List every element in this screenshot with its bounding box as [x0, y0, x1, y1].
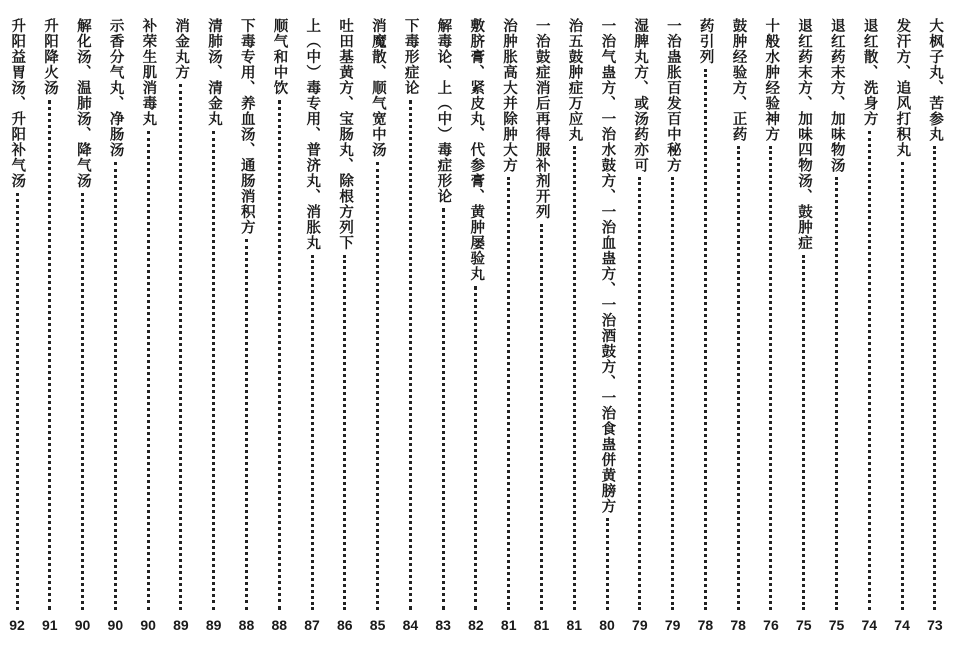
- dot-leader: [245, 239, 248, 610]
- page-number: 75: [795, 617, 812, 633]
- entry-title: 升阳降火汤: [42, 18, 60, 96]
- dot-leader: [671, 177, 674, 610]
- page-number: 84: [402, 617, 419, 633]
- entry-title: 大枫子丸、苦参丸: [927, 18, 945, 142]
- dot-leader: [278, 100, 281, 611]
- toc-entry: [332, 18, 358, 634]
- page-number: 78: [697, 617, 714, 633]
- page-number: 89: [173, 617, 189, 633]
- toc-entry: [430, 18, 456, 634]
- toc-entry: [594, 18, 620, 634]
- dot-leader: [507, 177, 510, 610]
- page-number: 78: [730, 617, 746, 633]
- toc-entry: [529, 18, 555, 634]
- dot-leader: [606, 518, 609, 610]
- dot-leader: [442, 208, 445, 610]
- entry-title: 示香分气丸、净肠汤: [107, 18, 125, 158]
- toc-entry: [4, 18, 30, 634]
- entry-title: 下毒形症论: [402, 18, 420, 96]
- page-number: 86: [337, 617, 353, 633]
- entry-title: 消金丸方: [173, 18, 191, 80]
- page-number: 88: [238, 617, 255, 633]
- page-number: 74: [894, 617, 910, 633]
- dot-leader: [376, 162, 379, 611]
- toc-entry: [201, 18, 227, 634]
- dot-leader: [933, 146, 936, 610]
- dot-leader: [802, 255, 805, 611]
- toc-entry: [233, 18, 259, 634]
- toc-entry: [365, 18, 391, 634]
- dot-leader: [704, 69, 707, 611]
- entry-title: 退红药末方、加味物汤: [828, 18, 846, 173]
- page-number: 80: [599, 617, 615, 633]
- toc-entry: [463, 18, 489, 634]
- dot-leader: [179, 84, 182, 610]
- entry-title: 发汗方、追风打积丸: [894, 18, 912, 158]
- dot-leader: [311, 255, 314, 611]
- entry-title: 吐田基黄方、宝肠丸、除根方列下: [337, 18, 355, 251]
- dot-leader: [835, 177, 838, 610]
- dot-leader: [16, 193, 19, 611]
- entry-title: 下毒专用、养血汤、通肠消积方: [238, 18, 256, 235]
- dot-leader: [737, 146, 740, 610]
- toc-entry: [135, 18, 161, 634]
- entry-title: 顺气和中饮: [271, 18, 289, 96]
- page-number: 90: [74, 617, 91, 633]
- page-number: 82: [468, 617, 484, 633]
- toc-entry: [266, 18, 292, 634]
- dot-leader: [114, 162, 117, 611]
- page-number: 74: [861, 617, 878, 633]
- toc-entry: [37, 18, 63, 634]
- toc-entry: [627, 18, 653, 634]
- entry-title: 湿脾丸方、或汤药亦可: [632, 18, 650, 173]
- dot-leader: [343, 255, 346, 611]
- toc-entry: [168, 18, 194, 634]
- toc-entry: [496, 18, 522, 634]
- toc-entry: [692, 18, 718, 634]
- entry-title: 清肺汤、清金丸: [205, 18, 223, 127]
- toc-entry: [758, 18, 784, 634]
- entry-title: 药引列: [697, 18, 715, 65]
- dot-leader: [638, 177, 641, 610]
- entry-title: 解化汤、温肺汤、降气汤: [74, 18, 92, 189]
- dot-leader: [901, 162, 904, 611]
- entry-title: 消魔散、顺气宽中汤: [369, 18, 387, 158]
- entry-title: 退红散、洗身方: [861, 18, 879, 127]
- toc-entry: [102, 18, 128, 634]
- dot-leader: [409, 100, 412, 611]
- page-number: 76: [763, 617, 779, 633]
- dot-leader: [540, 224, 543, 611]
- page-number: 79: [664, 617, 681, 633]
- page-number: 91: [41, 617, 58, 633]
- entry-title: 补荣生肌消毒丸: [140, 18, 158, 127]
- page-number: 75: [828, 617, 845, 633]
- page-number: 79: [632, 617, 648, 633]
- page-number: 73: [927, 617, 943, 633]
- entry-title: 一治蛊胀百发百中秘方: [664, 18, 682, 173]
- page-number: 81: [566, 617, 583, 633]
- entry-title: 治肿胀高大并除肿大方: [500, 18, 518, 173]
- entry-title: 鼓肿经验方、正药: [730, 18, 748, 142]
- page-number: 87: [304, 617, 320, 633]
- entry-title: 治五鼓肿症万应丸: [566, 18, 584, 142]
- dot-leader: [573, 146, 576, 610]
- toc-entry: [824, 18, 850, 634]
- entry-title: 解毒论、上（中）毒症形论: [435, 18, 453, 204]
- entry-title: 退红药末方、加味四物汤、鼓肿症: [796, 18, 813, 251]
- toc-entry: [397, 18, 423, 634]
- toc-entry: [889, 18, 915, 634]
- toc-entry: [791, 18, 817, 634]
- toc-entry: [856, 18, 882, 634]
- dot-leader: [81, 193, 84, 611]
- dot-leader: [212, 131, 215, 611]
- page-number: 90: [140, 617, 156, 633]
- toc-entry: [70, 18, 96, 634]
- page-number: 90: [107, 617, 124, 633]
- dot-leader: [474, 286, 477, 611]
- page-number: 92: [9, 617, 25, 633]
- toc-entry: [561, 18, 587, 634]
- dot-leader: [147, 131, 150, 611]
- toc-entry: [660, 18, 686, 634]
- entry-title: 敷脐膏、紧皮丸、代参膏、黄肿屡验丸: [468, 18, 486, 282]
- entry-title: 一治气蛊方、一治水鼓方、一治血蛊方、一治酒鼓方、一治食蛊併黄膀方: [599, 18, 617, 514]
- entry-title: 上（中）毒专用、普济丸、消胀丸: [304, 18, 322, 251]
- dot-leader: [769, 146, 772, 610]
- toc-entry: [725, 18, 751, 634]
- page-number: 81: [533, 617, 550, 633]
- page-number: 88: [271, 617, 288, 633]
- entry-title: 十般水肿经验神方: [763, 18, 781, 142]
- page-number: 81: [500, 617, 517, 633]
- entry-title: 一治鼓症消后再得服补剂开列: [533, 18, 551, 220]
- dot-leader: [48, 100, 51, 611]
- page-number: 85: [369, 617, 386, 633]
- entry-title: 升阳益胃汤、升阳补气汤: [9, 18, 27, 189]
- table-of-contents: [4, 18, 948, 634]
- toc-entry: [299, 18, 325, 634]
- page-number: 89: [205, 617, 222, 633]
- dot-leader: [868, 131, 871, 611]
- page-number: 83: [435, 617, 451, 633]
- toc-entry: [922, 18, 948, 634]
